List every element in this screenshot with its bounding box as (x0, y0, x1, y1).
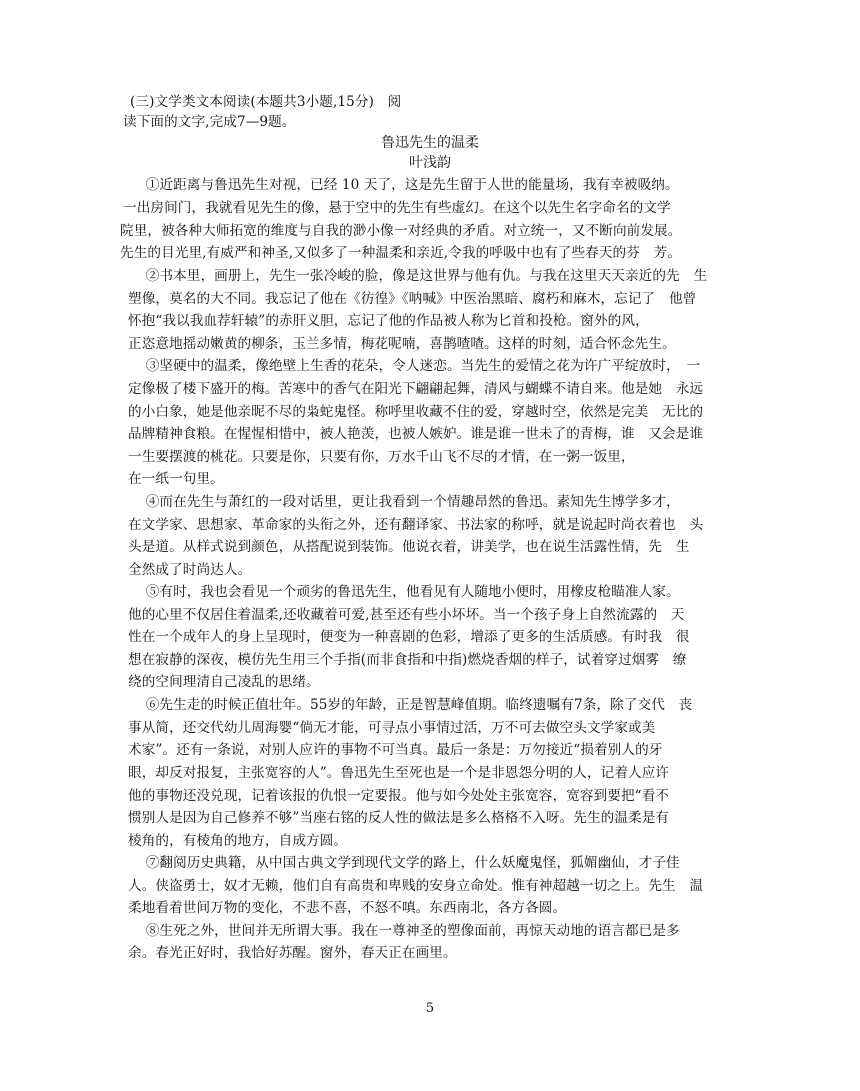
paragraph-line: 塑像，莫名的大不同。我忘记了他在《彷徨》《呐喊》中医治黑暗、腐朽和麻木，忘记了 他曾 (128, 291, 697, 307)
article-author: 叶浅韵 (409, 155, 451, 171)
paragraph-line: 怀抱“我以我血荐轩辕”的赤肝义胆，忘记了他的作品被人称为匕首和投枪。窗外的风， (128, 313, 649, 329)
paragraph-line: 先生的目光里,有威严和神圣,又似多了一种温柔和亲近,令我的呼吸中也有了些春天的芬 芳。 (120, 245, 682, 261)
paragraph-line: 想在寂静的深夜，模仿先生用三个手指(而非食指和中指)燃烧香烟的样子，试着穿过烟雾 缭 (128, 652, 687, 668)
paragraph-line: 品牌精神食粮。在惺惺相惜中，被人艳羡，也被人嫉妒。谁是谁一世未了的青梅，谁 又会是谁 (128, 426, 704, 442)
section-heading: (三)文学类文本阅读(本题共3小题,15分) 阅 (130, 94, 402, 110)
paragraph-line: ⑥先生走的时候正值壮年。55岁的年龄，正是智慧峰值期。临终遗嘱有7条，除了交代 丧 (132, 697, 693, 713)
paragraph-line: 绕的空间理清自己凌乱的思绪。 (128, 674, 320, 690)
paragraph-line: 在一纸一句里。 (128, 471, 224, 487)
section-instruction: 读下面的文字,完成7—9题。 (123, 114, 296, 130)
article-title: 鲁迅先生的温柔 (381, 135, 479, 151)
paragraph-line: 院里，被各种大师拓宽的维度与自我的渺小像一对经典的矛盾。对立统一，又不断向前发展。 (120, 223, 682, 239)
paragraph-line: ②书本里，画册上，先生一张冷峻的脸，像是这世界与他有仇。与我在这里天天亲近的先 生 (132, 268, 708, 284)
paragraph-line: ⑧生死之外，世间并无所谓大事。我在一尊神圣的塑像面前，再惊天动地的语言都已是多 (132, 923, 680, 939)
paragraph-line: 眼，却反对报复，主张宽容的人”。鲁迅先生至死也是一个是非恩怨分明的人，记着人应许 (128, 765, 670, 781)
paragraph-line: ④而在先生与萧红的一段对话里，更让我看到一个情趣昂然的鲁迅。素知先生博学多才， (132, 494, 680, 510)
paragraph-line: 棱角的，有棱角的地方，自成方圆。 (128, 833, 348, 849)
paragraph-line: 在文学家、思想家、革命家的头衔之外，还有翻译家、书法家的称呼，就是说起时尚衣着也 头 (128, 517, 704, 533)
paragraph-line: 事从简，还交代幼儿周海婴“倘无才能，可寻点小事情过活，万不可去做空头文学家或美 (128, 720, 656, 736)
paragraph-line: ③坚硬中的温柔，像绝壁上生香的花朵，令人迷恋。当先生的爱情之花为许广平绽放时， 一 (132, 358, 701, 374)
paragraph-line: 性在一个成年人的身上呈现时，便变为一种喜剧的色彩，增添了更多的生活质感。有时我 很 (128, 629, 690, 645)
page-number: 5 (425, 1001, 435, 1016)
paragraph-line: 他的心里不仅居住着温柔,还收藏着可爱,甚至还有些小坏坏。当一个孩子身上自然流露的 天 (128, 607, 685, 623)
paragraph-line: 正恣意地摇动嫩黄的柳条，玉兰多情，梅花呢喃，喜鹊喳喳。这样的时刻，适合怀念先生。 (128, 336, 676, 352)
paragraph-line: ⑦翻阅历史典籍，从中国古典文学到现代文学的路上，什么妖魔鬼怪，狐媚幽仙，才子佳 (132, 855, 680, 871)
paragraph-line: 术家”。还有一条说，对别人应许的事物不可当真。最后一条是：万勿接近“损着别人的牙 (128, 742, 663, 758)
paragraph-line: 他的事物还没兑现，记着该报的仇恨一定要报。他与如今处处主张宽容，宽容到要把“看不 (128, 788, 670, 804)
paragraph-line: 定像极了楼下盛开的梅。苦寒中的香气在阳光下翩翩起舞，清风与蝴蝶不请自来。他是她 永远 (128, 381, 704, 397)
paragraph-line: ⑤有时，我也会看见一个顽劣的鲁迅先生，他看见有人随地小便时，用橡皮枪瞄准人家。 (132, 584, 680, 600)
paragraph-line: 柔地看着世间万物的变化，不悲不喜，不怒不嗔。东西南北，各方各圆。 (128, 900, 567, 916)
paragraph-line: 余。春光正好时，我恰好苏醒。窗外，春天正在画里。 (128, 945, 457, 961)
paragraph-line: 的小白象，她是他亲昵不尽的枭蛇鬼怪。称呼里收藏不住的爱，穿越时空，依然是完美 无比的 (128, 404, 704, 420)
paragraph-line: 人。侠盗勇士，奴才无赖，他们自有高贵和卑贱的安身立命处。惟有神超越一切之上。先生 温 (128, 878, 704, 894)
paragraph-line: 一出房间门，我就看见先生的像，悬于空中的先生有些虚幻。在这个以先生名字命名的文学 (123, 200, 671, 216)
paragraph-line: 全然成了时尚达人。 (128, 562, 252, 578)
paragraph-line: 惯别人是因为自己修养不够”当座右铭的反人性的做法是多么格格不入呀。先生的温柔是有 (128, 810, 670, 826)
paragraph-line: 一生要摆渡的桃花。只要是你，只要有你，万水千山飞不尽的才情，在一粥一饭里， (128, 449, 635, 465)
paragraph-line: 头是道。从样式说到颜色，从搭配说到装饰。他说衣着，讲美学，也在说生活露性情，先 生 (128, 539, 690, 555)
paragraph-line: ①近距离与鲁迅先生对视，已经 10 天了，这是先生留于人世的能量场，我有幸被吸纳。 (132, 177, 679, 193)
